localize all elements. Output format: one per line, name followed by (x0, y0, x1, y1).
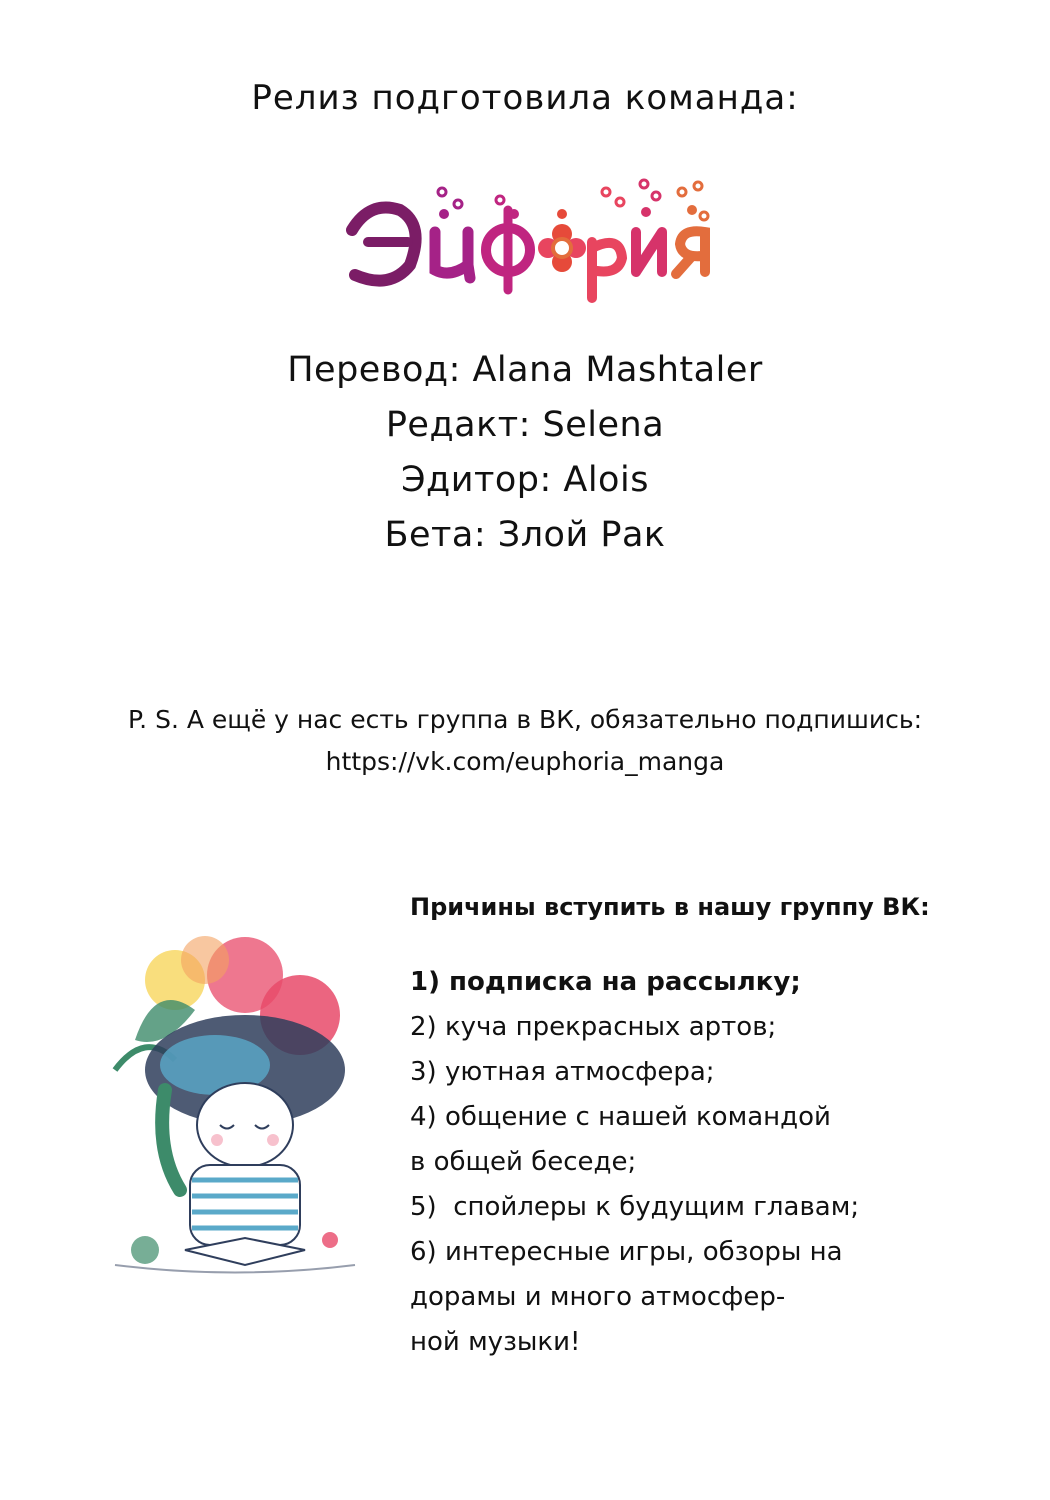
euphoria-logo (330, 170, 720, 310)
logo-letter-i2 (636, 232, 662, 272)
list-item: 3) уютная атмосфера; (410, 1057, 715, 1087)
list-item: 5) спойлеры к будущим главам; (410, 1192, 860, 1222)
list-item: 6) интересные игры, обзоры на (410, 1237, 843, 1267)
list-item: в общей беседе; (410, 1147, 637, 1177)
reasons-list (410, 960, 1010, 1365)
list-item: 4) общение с нашей командой (410, 1102, 831, 1132)
ps-note: P. S. А ещё у нас есть группа в ВК, обязательно подпишись: (128, 705, 922, 734)
list-item: 2) куча прекрасных артов; (410, 1012, 777, 1042)
list-item: дорамы и много атмосфер- (410, 1282, 786, 1312)
release-header: Релиз подготовила команда: (251, 78, 799, 118)
list-item: ной музыки! (410, 1327, 581, 1357)
reasons-title: Причины вступить в нашу группу ВК: (410, 893, 930, 921)
logo-letter-ya (676, 231, 705, 274)
credit-redact: Редакт: Selena (385, 405, 665, 445)
logo-letter-o-flower (538, 209, 586, 272)
girl-with-flowers-illustration (95, 920, 375, 1300)
credit-translation: Перевод: Alana Mashtaler (287, 350, 763, 390)
vk-group-link[interactable]: https://vk.com/euphoria_manga (325, 747, 725, 776)
credit-editor: Эдитор: Alois (401, 460, 649, 500)
logo-letter-r (592, 242, 622, 298)
credit-beta: Бета: Злой Рак (384, 515, 666, 555)
list-item: 1) подписка на рассылку; (410, 967, 801, 997)
logo-letter-i (435, 232, 470, 278)
